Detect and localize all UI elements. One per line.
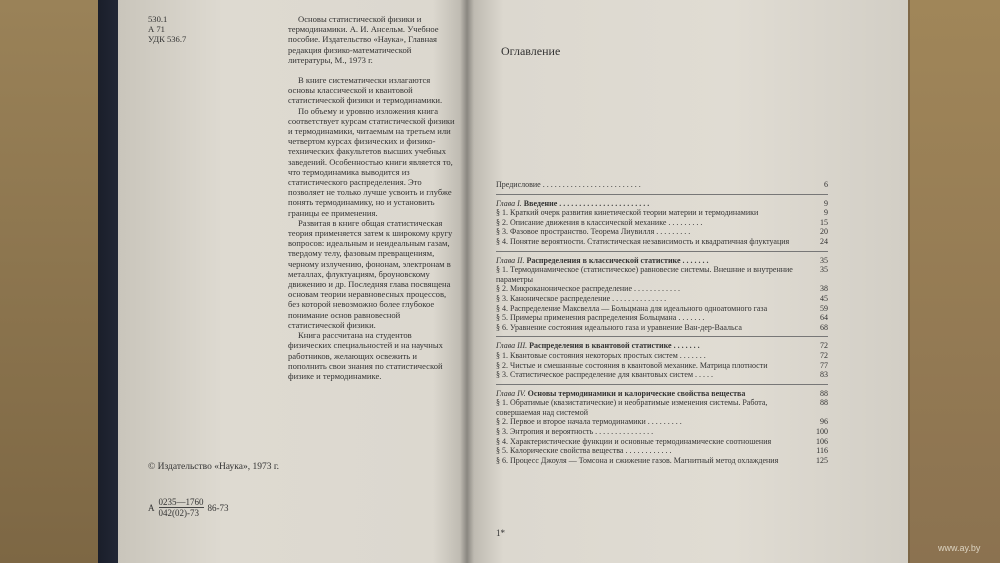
table-of-contents (496, 180, 828, 465)
toc-chapter-title (496, 256, 804, 266)
toc-chapter-number: Глава II. (496, 255, 525, 265)
toc-title: Оглавление (501, 44, 561, 58)
toc-chapter-number: Глава IV. (496, 388, 526, 398)
chapter-rule (496, 251, 828, 252)
toc-page-number: 83 (820, 370, 828, 380)
toc-entry-title: § 1. Квантовые состояния некоторых простых систем . . . . . . . (496, 350, 706, 360)
code-top: 0235—1760 (158, 497, 204, 507)
toc-entry-title: § 3. Энтропия и вероятность . . . . . . . . . . . . . . . (496, 427, 654, 437)
toc-entry (496, 294, 828, 304)
chapter-rule (496, 336, 828, 337)
toc-entry (496, 398, 828, 417)
annotation-paragraph: По объему и уровню изложения книга соответствует курсам статистической физики и термодинамики, читаемым на третьем или четвертом курсах физических и физико-технических факультетов высших учебных заведений. Особенностью книги является то, что термодинамика выводится из статистического распределения. Это позволяет не только лучше усвоить и глубже понять термодинамику, но и установить границы ее применения. (288, 105, 455, 218)
toc-entry-title: § 5. Калорические свойства вещества . . . . . . . . . . . . (496, 446, 672, 456)
toc-page-number: 38 (820, 284, 828, 294)
watermark: www.ay.by (938, 543, 981, 553)
toc-page-number: 9 (824, 198, 828, 208)
toc-page-number: 45 (820, 293, 828, 303)
toc-page-number: 77 (820, 360, 828, 370)
toc-entry (496, 265, 828, 284)
toc-chapter-title (496, 341, 804, 351)
toc-entry (496, 417, 828, 427)
toc-page-number: 20 (820, 227, 828, 237)
chapter-rule (496, 194, 828, 195)
chapter-rule (496, 384, 828, 385)
toc-entry (496, 304, 828, 314)
toc-page-number: 96 (820, 417, 828, 427)
toc-page-number: 106 (816, 436, 828, 446)
code-bottom: 042(02)-73 (158, 508, 199, 518)
toc-page-number: 116 (816, 446, 828, 456)
code-fraction (159, 497, 204, 518)
toc-chapter-number: Глава I. (496, 198, 522, 208)
toc-entry (496, 208, 828, 218)
toc-entry (496, 313, 828, 323)
toc-entry-title: § 1. Краткий очерк развития кинетической теории материи и термодинамики (496, 208, 759, 218)
toc-page-number: 72 (820, 341, 828, 351)
toc-page-number: 59 (820, 303, 828, 313)
toc-entry (496, 437, 828, 447)
toc-entry (496, 361, 828, 371)
toc-entry (496, 351, 828, 361)
toc-page-number: 15 (820, 217, 828, 227)
catalog-line: 530.1 (148, 14, 168, 24)
toc-chapter (496, 199, 828, 209)
toc-chapter-title (496, 389, 804, 399)
toc-chapter-name: Распределения в квантовой статистике . . . . . . . (529, 341, 700, 351)
toc-entry (496, 227, 828, 237)
publisher-code (148, 497, 229, 518)
toc-entry-title: § 2. Микроканоническое распределение . . . . . . . . . . . . (496, 284, 680, 294)
toc-entry-title: § 1. Обратимые (квазистатические) и необратимые изменения системы. Работа, совершаемая над системой (496, 398, 768, 417)
copyright-line: © Издательство «Наука», 1973 г. (148, 462, 280, 472)
toc-entry (496, 284, 828, 294)
toc-page-number: 68 (820, 322, 828, 332)
catalog-codes (148, 14, 186, 44)
toc-entry (496, 456, 828, 466)
annotation-paragraph: Книга рассчитана на студентов физических специальностей и на научных работников, желающих освежить и пополнить свои знания по статистической физике и термодинамике. (288, 330, 443, 381)
toc-chapter (496, 256, 828, 266)
toc-page-number: 9 (824, 208, 828, 218)
catalog-line: УДК 536.7 (148, 34, 187, 44)
toc-entry (496, 427, 828, 437)
toc-page-number: 6 (824, 180, 828, 189)
code-suffix: 86-73 (207, 502, 229, 513)
code-prefix: А (148, 502, 155, 513)
annotation-paragraph: В книге систематически излагаются основы классической и квантовой статистической физики и термодинамики. (288, 75, 443, 106)
toc-entry (496, 323, 828, 333)
toc-entry-title: § 6. Процесс Джоуля — Томсона и сжижение газов. Магнитный метод охлаждения (496, 455, 779, 465)
toc-entry-title: § 5. Примеры применения распределения Больцмана . . . . . . . (496, 313, 705, 323)
toc-entry-title: § 2. Первое и второе начала термодинамики . . . . . . . . . (496, 417, 682, 427)
toc-entry-title: § 3. Статистическое распределение для квантовых систем . . . . . (496, 370, 713, 380)
toc-entry-title: § 6. Уравнение состояния идеального газа и уравнение Ван-дер-Ваальса (496, 322, 742, 332)
toc-entry-title: § 3. Каноническое распределение . . . . . . . . . . . . . . (496, 293, 667, 303)
toc-entry (496, 237, 828, 247)
toc-entry (496, 370, 828, 380)
toc-page-number: 125 (816, 455, 828, 465)
toc-page-number: 35 (820, 265, 828, 275)
toc-page-number: 24 (820, 236, 828, 246)
annotation-paragraph: Основы статистической физики и термодинамики. А. И. Ансельм. Учебное пособие. Издательство «Наука», Главная редакция физико-математической литературы, М., 1973 г. (288, 14, 439, 65)
toc-page-number: 88 (820, 398, 828, 408)
toc-page-number: 72 (820, 350, 828, 360)
toc-entry-title: § 1. Термодинамическое (статистическое) равновесие системы. Внешние и внутренние параметры (496, 265, 793, 284)
annotation-block (288, 14, 456, 381)
toc-chapter-name: Основы термодинамики и калорические свойства вещества (527, 388, 746, 398)
page-number: 1* (496, 528, 505, 538)
toc-entry-title: § 4. Понятие вероятности. Статистическая независимость и квадратичная флуктуация (496, 236, 790, 246)
toc-entry-title: § 3. Фазовое пространство. Теорема Лиувилля . . . . . . . . . (496, 227, 691, 237)
toc-entry-title: Предисловие . . . . . . . . . . . . . . . . . . . . . . . . . (496, 180, 641, 189)
toc-page-number: 35 (820, 255, 828, 265)
book-gutter (460, 0, 474, 563)
toc-entry-title: § 2. Описание движения в классической механике . . . . . . . . . (496, 217, 703, 227)
catalog-line: А 71 (148, 24, 165, 34)
toc-entry-title: § 2. Чистые и смешанные состояния в квантовой механике. Матрица плотности (496, 360, 768, 370)
toc-entry (496, 218, 828, 228)
toc-chapter (496, 341, 828, 351)
toc-chapter (496, 389, 828, 399)
toc-entry-title: § 4. Характеристические функции и основные термодинамические соотношения (496, 436, 772, 446)
toc-entry (496, 446, 828, 456)
toc-chapter-name: Введение . . . . . . . . . . . . . . . . . . . . . . . (523, 198, 650, 208)
toc-chapter-number: Глава III. (496, 341, 528, 351)
toc-page-number: 64 (820, 313, 828, 323)
toc-entry (496, 180, 828, 190)
toc-entry-title: § 4. Распределение Максвелла — Больцмана для идеального одноатомного газа (496, 303, 768, 313)
toc-chapter-name: Распределения в классической статистике . . . . . . . (526, 255, 709, 265)
toc-page-number: 100 (816, 427, 828, 437)
toc-page-number: 88 (820, 388, 828, 398)
toc-chapter-title (496, 199, 804, 209)
annotation-paragraph: Развитая в книге общая статистическая теория применяется затем к широкому кругу вопросов: идеальным и неидеальным газам, твердому телу, фазовым превращениям, черному излучению, фононам, электронам в металлах, флуктуациям, броуновскому движению и др. Последняя глава посвящена основам теории неравновесных процессов, без которой невозможно более глубокое понимание основ равновесной статистической физики. (288, 217, 453, 330)
table-surface-right (910, 0, 1000, 563)
